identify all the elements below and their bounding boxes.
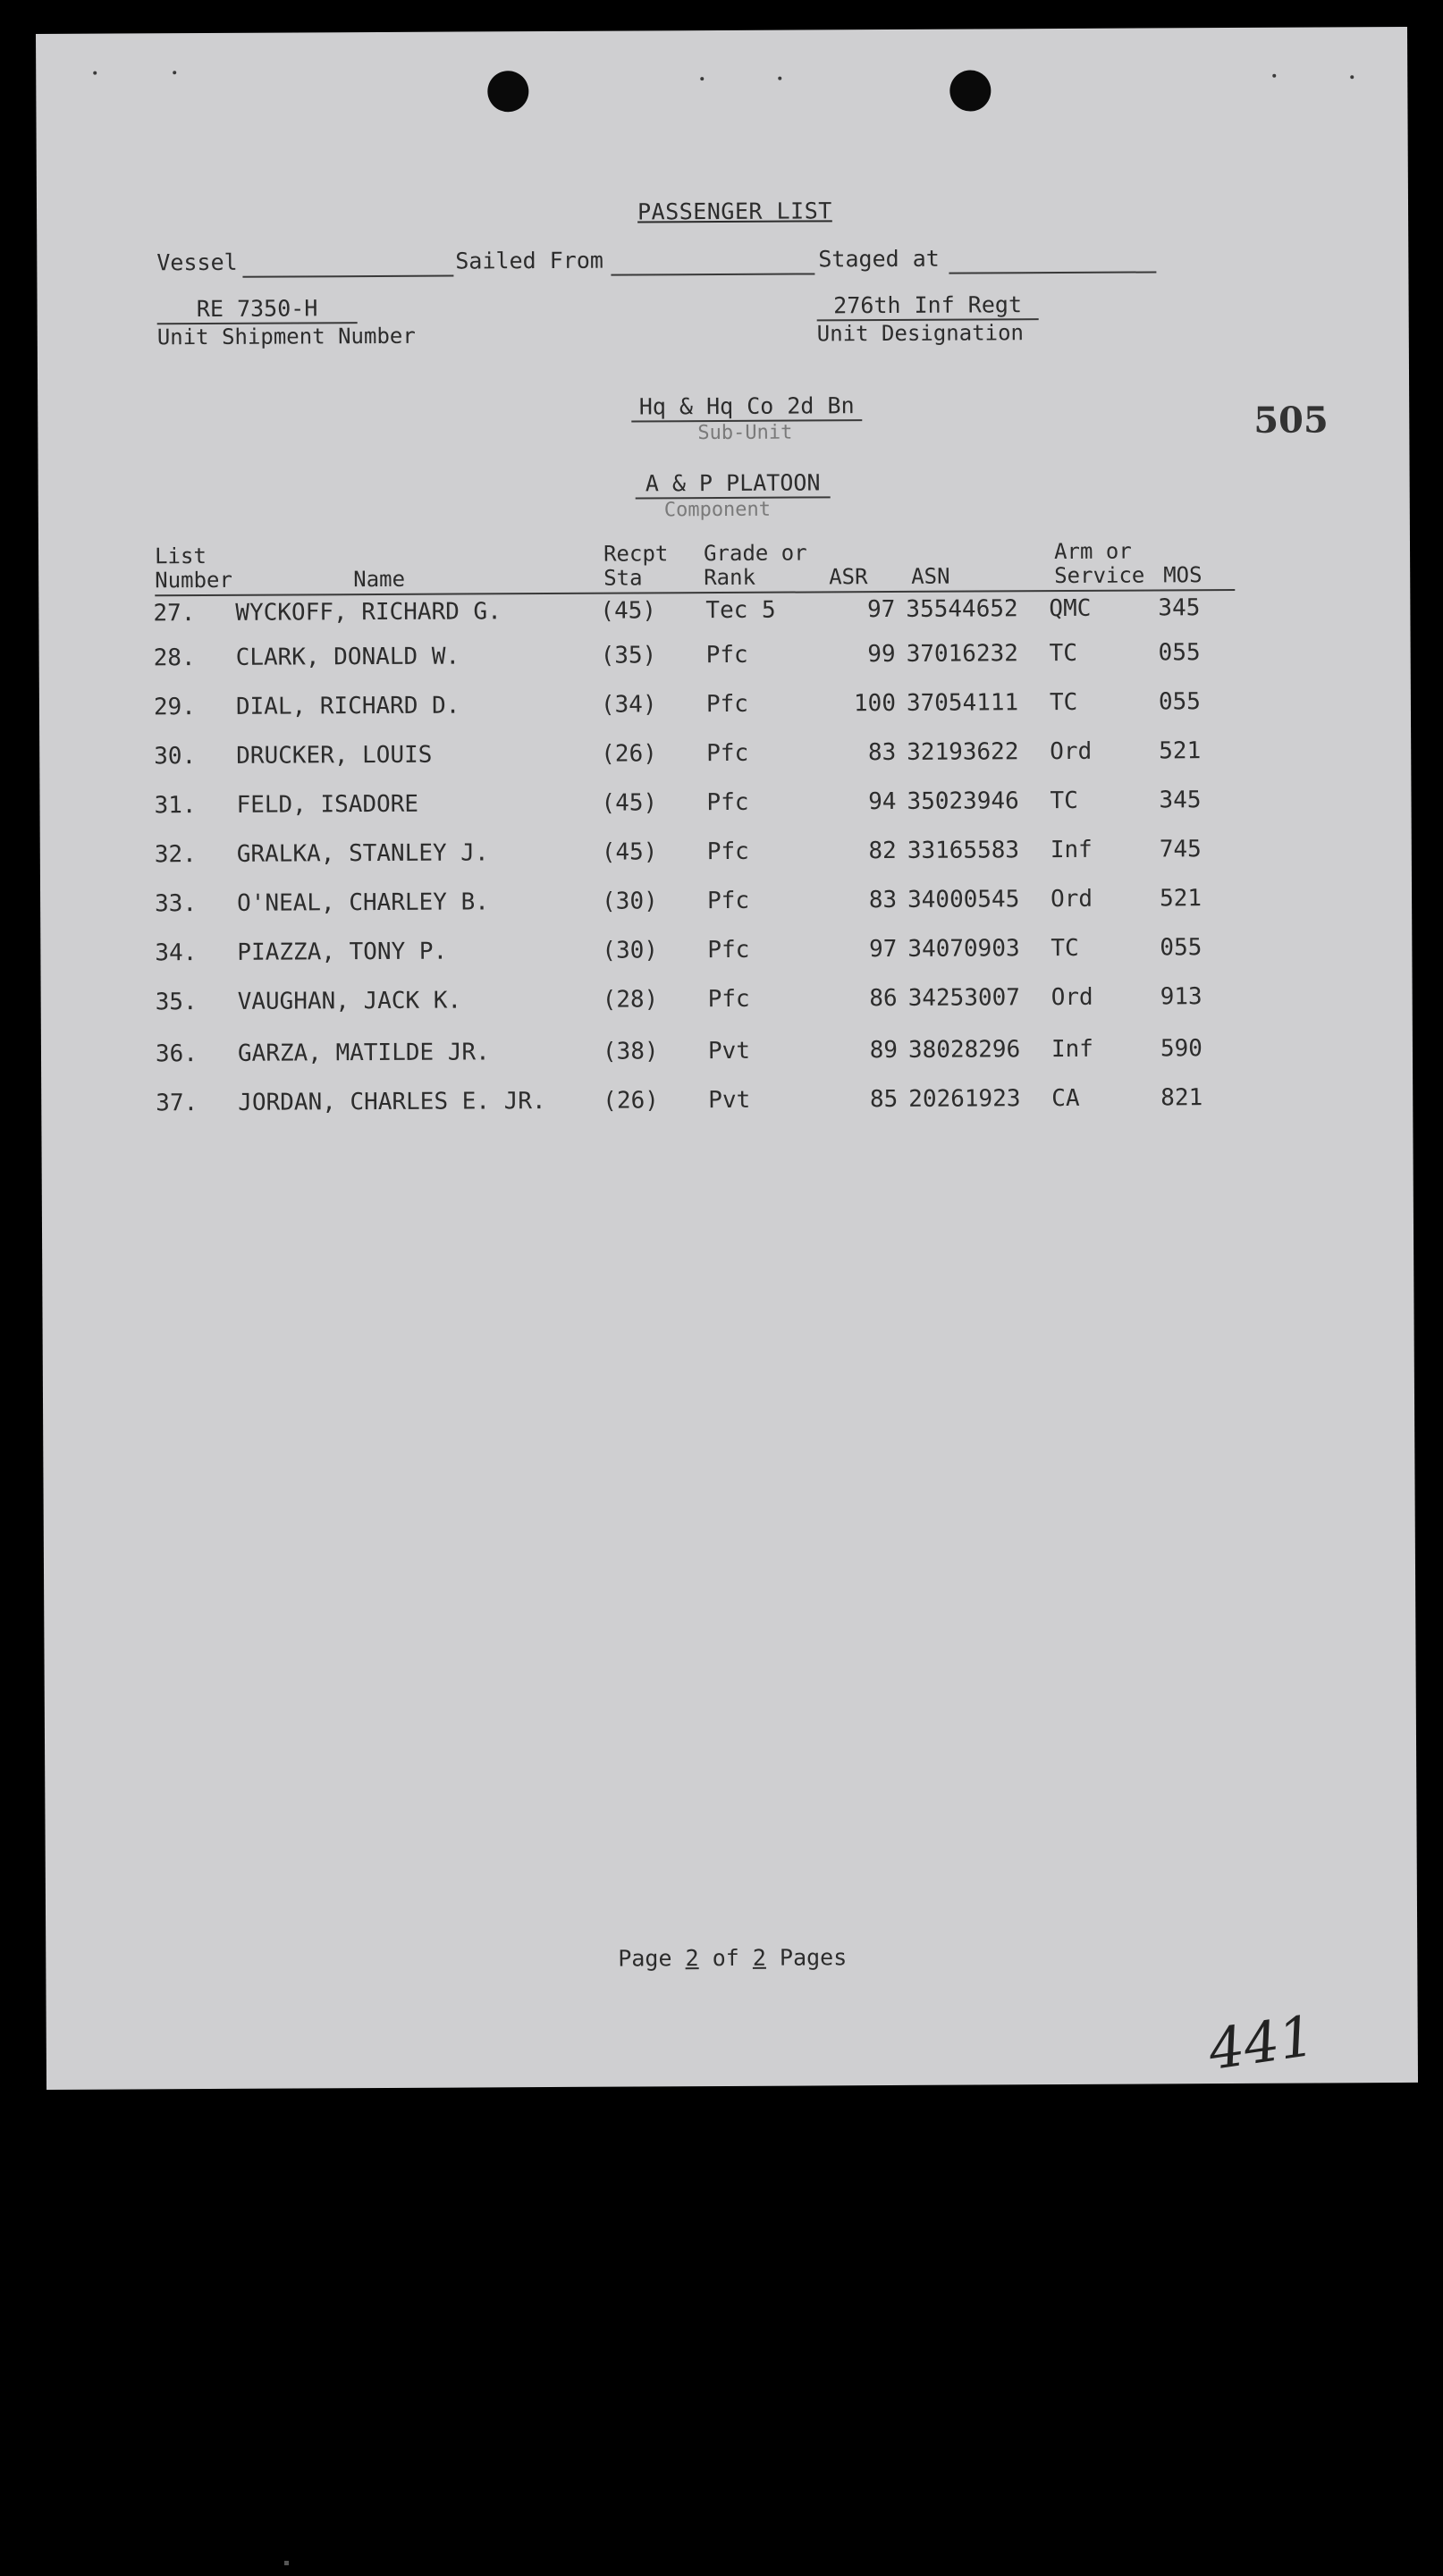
subunit-value: Hq & Hq Co 2d Bn <box>631 392 862 422</box>
passenger-name: CLARK, DONALD W. <box>235 643 460 671</box>
arm-service: Ord <box>1051 983 1093 1012</box>
asn: 33165583 <box>907 837 1020 864</box>
arm-service: Ord <box>1050 737 1093 766</box>
passenger-name: VAUGHAN, JACK K. <box>237 987 462 1015</box>
mos: 590 <box>1160 1035 1203 1063</box>
grade-rank: Pvt <box>707 1037 751 1065</box>
table-row <box>41 1034 1382 1077</box>
recpt-sta: (34) <box>600 691 657 719</box>
asn: 37054111 <box>906 689 1019 717</box>
recpt-sta: (38) <box>602 1038 659 1065</box>
col-head-arm <box>1054 540 1144 589</box>
speck <box>1350 75 1354 79</box>
asn: 35544652 <box>906 595 1018 623</box>
unit-shipment-caption: Unit Shipment Number <box>156 323 416 350</box>
asr: 85 <box>869 1085 899 1114</box>
arm-service: Ord <box>1051 885 1093 913</box>
list-number: 30. <box>154 743 197 770</box>
asr: 99 <box>867 640 896 669</box>
asr: 94 <box>868 787 897 816</box>
grade-rank: Pfc <box>705 690 748 719</box>
col-head-name: Name <box>353 566 406 593</box>
recpt-sta: (45) <box>601 838 658 866</box>
passenger-name: DIAL, RICHARD D. <box>235 692 460 720</box>
unit-designation-caption: Unit Designation <box>816 320 1025 347</box>
passenger-name: DRUCKER, LOUIS <box>236 741 433 770</box>
mos: 055 <box>1160 934 1202 962</box>
speck <box>93 72 97 75</box>
list-number: 35. <box>155 989 198 1016</box>
mos: 821 <box>1160 1084 1203 1112</box>
passenger-name: WYCKOFF, RICHARD G. <box>235 598 502 627</box>
asr: 83 <box>868 886 898 914</box>
speck <box>284 2561 289 2565</box>
page-total: 2 <box>752 1944 766 1971</box>
sailed-from-label: Sailed From <box>455 247 603 274</box>
vessel-blank <box>242 275 453 278</box>
col-head-mos: MOS <box>1163 562 1202 588</box>
speck <box>700 77 704 80</box>
col-head-list-number <box>155 544 232 593</box>
document-page <box>36 27 1418 2090</box>
list-number: 32. <box>154 841 197 869</box>
stamp-number: 505 <box>1253 399 1329 442</box>
grade-rank: Pfc <box>706 739 749 768</box>
arm-service: TC <box>1051 934 1079 963</box>
list-number: 31. <box>154 792 197 820</box>
arm-service: TC <box>1049 639 1078 668</box>
list-number: 29. <box>153 694 196 721</box>
punch-hole-left <box>487 71 528 112</box>
grade-rank: Pfc <box>705 641 748 669</box>
passenger-name: O'NEAL, CHARLEY B. <box>237 888 489 917</box>
passenger-name: GRALKA, STANLEY J. <box>236 839 489 868</box>
page-footer <box>618 1944 847 1971</box>
page-current: 2 <box>685 1945 699 1972</box>
mos: 055 <box>1158 639 1201 667</box>
table-row <box>39 687 1380 730</box>
staged-at-label: Staged at <box>818 245 940 273</box>
mos: 521 <box>1160 885 1202 913</box>
asn: 34000545 <box>907 886 1020 913</box>
arm-service: Inf <box>1051 1035 1094 1064</box>
subunit-caption: Sub-Unit <box>697 421 793 445</box>
list-number: 36. <box>155 1040 198 1068</box>
col-head-number: Number <box>155 567 232 593</box>
arm-service: CA <box>1051 1084 1080 1113</box>
speck <box>173 71 176 74</box>
page-word: Page <box>618 1945 672 1972</box>
list-number: 33. <box>155 890 198 918</box>
col-head-arm-1: Arm or <box>1053 538 1132 565</box>
arm-service: QMC <box>1049 594 1092 623</box>
list-number: 37. <box>156 1090 198 1117</box>
asn: 20261923 <box>908 1085 1021 1113</box>
table-row <box>40 835 1381 878</box>
asn: 34070903 <box>907 935 1020 963</box>
unit-shipment-number: RE 7350-H <box>157 295 358 324</box>
mos: 345 <box>1158 594 1201 622</box>
unit-designation: 276th Inf Regt <box>817 291 1039 321</box>
staged-at-blank <box>949 271 1156 274</box>
grade-rank: Pfc <box>706 788 749 817</box>
component-value: A & P PLATOON <box>636 469 831 499</box>
list-number: 28. <box>153 644 196 672</box>
col-head-grade <box>704 541 807 590</box>
col-head-asr: ASR <box>829 564 868 590</box>
recpt-sta: (35) <box>600 642 657 669</box>
recpt-sta: (30) <box>602 937 659 964</box>
table-row <box>39 786 1380 829</box>
recpt-sta: (26) <box>603 1087 659 1115</box>
passenger-name: PIAZZA, TONY P. <box>237 938 448 966</box>
asn: 35023946 <box>907 787 1019 815</box>
col-head-recpt-1: Recpt <box>603 541 669 567</box>
pages-word: Pages <box>779 1944 848 1971</box>
of-word: of <box>712 1944 739 1972</box>
grade-rank: Pfc <box>707 936 750 964</box>
asr: 83 <box>867 738 897 767</box>
col-head-recpt <box>603 542 669 590</box>
arm-service: TC <box>1049 688 1078 717</box>
col-head-asn: ASN <box>911 563 950 589</box>
recpt-sta: (45) <box>600 597 657 625</box>
grade-rank: Pvt <box>708 1086 751 1115</box>
recpt-sta: (30) <box>602 888 658 915</box>
table-row <box>41 982 1382 1025</box>
passenger-name: FELD, ISADORE <box>236 790 419 819</box>
mos: 745 <box>1159 836 1202 863</box>
mos: 345 <box>1159 787 1202 814</box>
col-head-grade-1: Grade or <box>703 540 807 567</box>
speck <box>1272 74 1276 78</box>
punch-hole-right <box>949 70 991 111</box>
list-number: 27. <box>153 600 196 627</box>
arm-service: TC <box>1050 787 1078 815</box>
component-caption: Component <box>663 498 772 522</box>
table-row <box>39 638 1380 681</box>
page-title: PASSENGER LIST <box>637 198 832 225</box>
passenger-name: GARZA, MATILDE JR. <box>237 1039 490 1067</box>
mos: 521 <box>1159 737 1202 765</box>
recpt-sta: (28) <box>602 986 659 1014</box>
recpt-sta: (26) <box>601 740 657 768</box>
mos: 055 <box>1158 688 1201 716</box>
table-row <box>39 737 1380 779</box>
asn: 32193622 <box>907 738 1019 766</box>
asr: 89 <box>869 1036 899 1065</box>
asn: 37016232 <box>906 640 1018 668</box>
col-head-grade-2: Rank <box>704 564 756 591</box>
recpt-sta: (45) <box>601 789 658 817</box>
list-number: 34. <box>155 939 198 967</box>
col-head-list: List <box>154 543 207 569</box>
col-head-arm-2: Service <box>1054 562 1145 589</box>
table-row <box>40 933 1381 976</box>
vessel-label: Vessel <box>156 248 238 276</box>
speck <box>778 77 781 80</box>
arm-service: Inf <box>1050 836 1093 864</box>
asr: 97 <box>868 935 898 964</box>
grade-rank: Pfc <box>706 838 749 866</box>
asr: 100 <box>853 689 897 718</box>
asr: 86 <box>869 984 898 1013</box>
asn: 38028296 <box>907 1036 1021 1064</box>
handwritten-number: 441 <box>1204 2002 1319 2084</box>
table-row <box>38 593 1380 636</box>
grade-rank: Tec 5 <box>705 596 776 625</box>
passenger-name: JORDAN, CHARLES E. JR. <box>238 1088 546 1116</box>
grade-rank: Pfc <box>707 985 750 1014</box>
asr: 82 <box>868 837 897 865</box>
table-row <box>41 1083 1382 1126</box>
grade-rank: Pfc <box>707 887 750 915</box>
mos: 913 <box>1160 983 1202 1011</box>
sailed-from-blank <box>611 273 814 275</box>
asr: 97 <box>866 595 896 624</box>
col-head-recpt-2: Sta <box>603 565 643 591</box>
table-row <box>40 884 1381 927</box>
asn: 34253007 <box>907 984 1020 1012</box>
